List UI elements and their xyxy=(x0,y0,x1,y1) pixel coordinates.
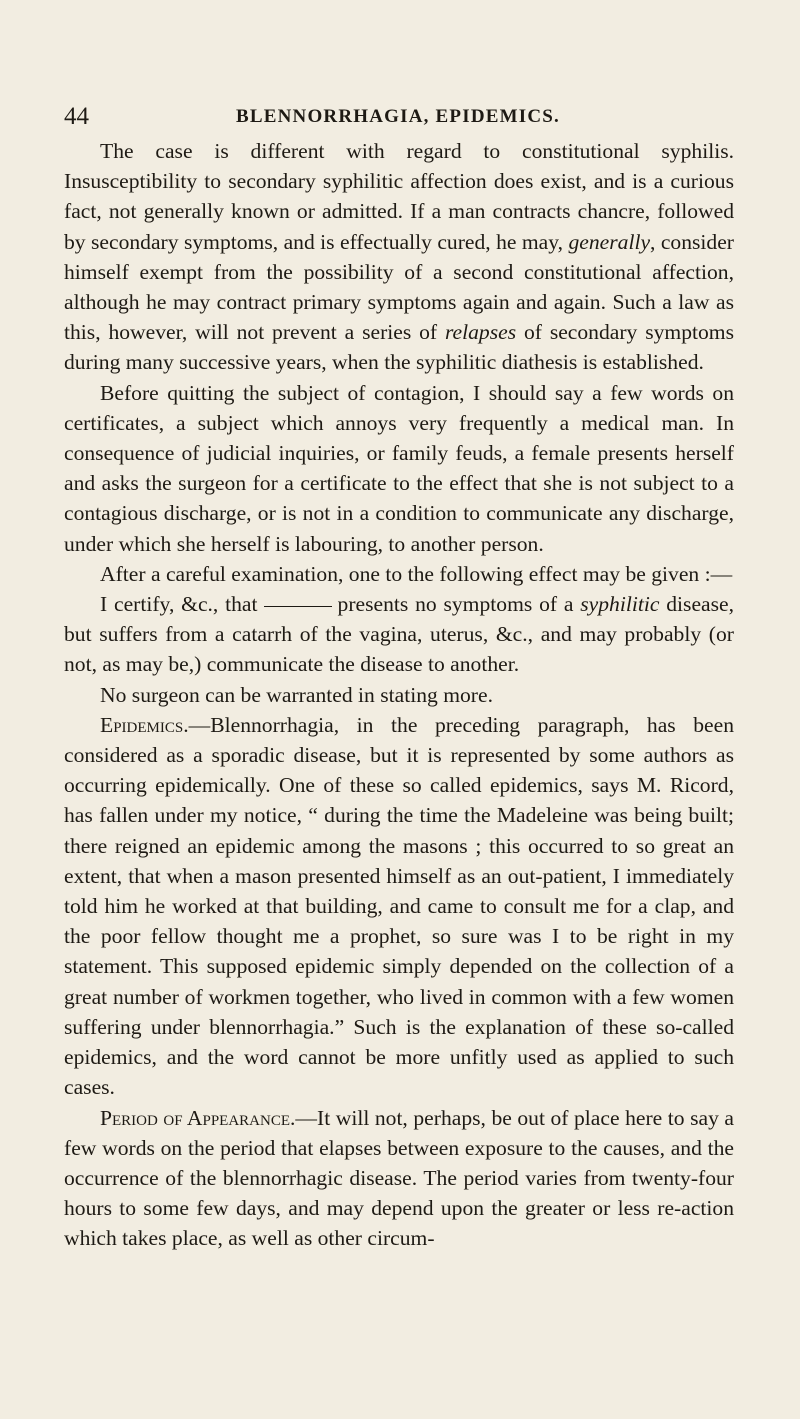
section-heading-epidemics: Epidemics. xyxy=(100,712,189,737)
text-run: —Blennorrhagia, in the preceding paragraph, has been considered as a sporadic disease, but it is represented by some authors as occurring epidemically. One of these so called epidemics, says M. Ricord, has fallen under my notice, “ during the time the Madeleine was being built; there reigned an epidemic among the masons ; this occurred to so great an extent, that when a mason presented himself as an out-patient, I immediately told him he worked at that building, and came to consult me for a clap, and the poor fellow thought me a prophet, so sure was I to be right in my statement. This supposed epidemic simply depended on the collection of a great number of workmen together, who lived in common with a few women suffering under blennorrhagia.” Such is the explanation of these so-called epidemics, and the word cannot be more unfitly used as applied to such cases. xyxy=(64,712,734,1100)
paragraph-certificates: Before quitting the subject of contagion, I should say a few words on certificates, a subject which annoys very frequently a medical man. In consequence of judicial inquiries, or family feuds, a female presents herself and asks the surgeon for a certificate to the effect that she is not subject to a contagious discharge, or is not in a condition to communicate any discharge, under which she herself is labouring, to another person. xyxy=(64,380,734,556)
page-number: 44 xyxy=(64,103,89,130)
text-run: disease, but suffers from a catarrh of the vagina, uterus, &c., and may probably (or not, as may be,) communicate the disease to another. xyxy=(64,592,734,677)
section-heading-period: Period of Appearance. xyxy=(100,1105,296,1130)
paragraph-epidemics xyxy=(64,710,734,1103)
paragraph-constitutional-syphilis xyxy=(64,136,734,378)
blank-line xyxy=(264,606,332,607)
page-body xyxy=(64,136,734,1254)
italic-text: relapses xyxy=(444,320,517,345)
paragraph-warranty: No surgeon can be warranted in stating more. xyxy=(100,682,493,707)
page-header xyxy=(64,101,732,133)
text-run: The case is different with regard to constitutional syphilis. Insusceptibility to secondary syphilitic affection does exist, and is a curious fact, not generally known or admitted. If a man contracts chancre, followed by secondary symptoms, and is effectually cured, he may, xyxy=(64,139,734,254)
italic-text: generally xyxy=(568,229,651,254)
italic-text: syphilitic xyxy=(580,592,660,617)
paragraph-examination: After a careful examination, one to the following effect may be given :— xyxy=(100,561,733,586)
text-run: —It will not, perhaps, be out of place here to say a few words on the period that elapses between exposure to the causes, and the occurrence of the blennorrhagic disease. The period varies from twenty-four hours to some few days, and may depend upon the greater or less re-action which takes place, as well as other circum- xyxy=(64,1105,734,1251)
paragraph-period-of-appearance xyxy=(64,1103,734,1254)
text-run: presents no symptoms of a xyxy=(337,592,581,617)
text-run: , consider himself exempt from the possibility of a second constitutional affection, although he may contract primary symptoms again and again. Such a law as this, however, will not prevent a series of xyxy=(64,229,735,345)
running-head: BLENNORRHAGIA, EPIDEMICS. xyxy=(235,106,560,127)
text-run: of secondary symptoms during many successive years, when the syphilitic diathesis is established. xyxy=(64,320,734,375)
text-run: I certify, &c., that xyxy=(100,592,258,617)
paragraph-certificate-text xyxy=(64,589,734,680)
